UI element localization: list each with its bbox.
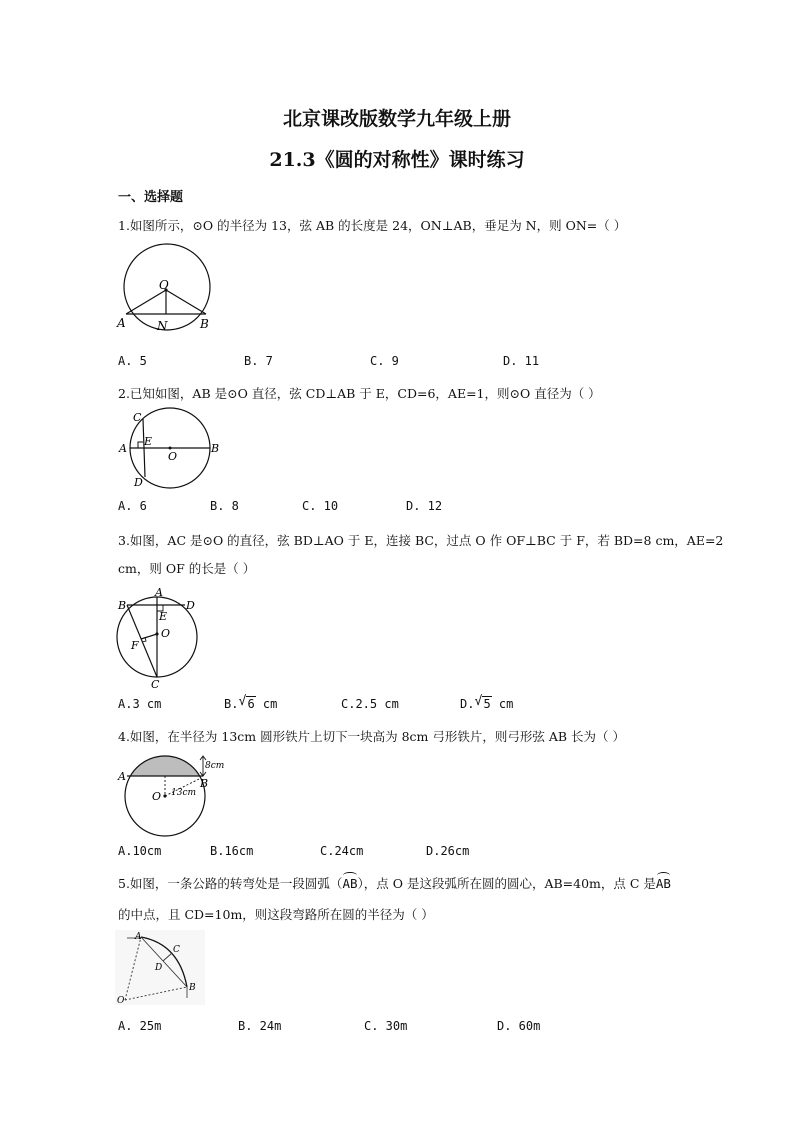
q3-label-b: B	[118, 599, 127, 612]
q1-label-a: A	[117, 316, 126, 330]
q4-option-a[interactable]: A.10cm	[118, 844, 162, 858]
q4-option-d[interactable]: D.26cm	[426, 844, 470, 858]
q1-label-n: N	[157, 319, 168, 333]
q5-label-c: C	[173, 945, 180, 955]
q1-label-o: O	[159, 278, 169, 292]
q1-label-b: B	[200, 317, 209, 331]
q3-label-f: F	[131, 639, 139, 652]
q3-label-a: A	[155, 586, 163, 599]
q2-option-a[interactable]: A. 6	[118, 499, 147, 513]
q5-option-b[interactable]: B. 24m	[238, 1019, 282, 1033]
q2-option-c[interactable]: C. 10	[302, 499, 339, 513]
q3-option-d-radicand: 5	[483, 697, 491, 711]
page-title: 北京课改版数学九年级上册	[282, 108, 511, 130]
q5-label-a: A	[135, 932, 142, 942]
q5-text-b: ），点 O 是这段弧所在圆的圆心，AB=40m，点 C 是	[357, 876, 656, 891]
q1-option-d[interactable]: D. 11	[503, 354, 540, 368]
q3-option-b-suffix: cm	[255, 697, 278, 711]
q1-option-a[interactable]: A. 5	[118, 354, 147, 368]
q3-option-d-suffix: cm	[491, 697, 514, 711]
q5-text-a: 5.如图，一条公路的转弯处是一段圆弧（	[118, 876, 343, 891]
q5-option-a[interactable]: A. 25m	[118, 1019, 162, 1033]
question-5-figure	[115, 930, 205, 1005]
arc-ab-2: AB	[655, 876, 671, 891]
q3-option-c[interactable]: C.2.5 cm	[341, 697, 399, 711]
q3-option-a[interactable]: A.3 cm	[118, 697, 162, 711]
q2-option-b[interactable]: B. 8	[210, 499, 239, 513]
q3-label-e: E	[159, 610, 168, 623]
q5-label-b: B	[189, 983, 196, 993]
q3-option-b-radicand: 6	[247, 697, 255, 711]
q3-option-b[interactable]	[224, 694, 278, 711]
question-1-text: 1.如图所示，⊙O 的半径为 13，弦 AB 的长度是 24，ON⊥AB，垂足为 N，则 ON=（ ）	[118, 218, 627, 233]
q4-option-c[interactable]: C.24cm	[320, 844, 364, 858]
question-5-text-line2: 的中点，且 CD=10m，则这段弯路所在圆的半径为（ ）	[118, 907, 434, 922]
q2-label-d: D	[134, 476, 143, 489]
q5-label-d: D	[155, 963, 163, 973]
q3-label-d: D	[186, 599, 195, 612]
question-4-text: 4.如图，在半径为 13cm 圆形铁片上切下一块高为 8cm 弓形铁片，则弓形弦 AB 长为（ ）	[118, 729, 626, 744]
question-1-figure	[112, 242, 222, 338]
question-5-text-line1	[118, 874, 671, 892]
q5-option-d[interactable]: D. 60m	[497, 1019, 541, 1033]
q5-label-o: O	[117, 996, 125, 1005]
question-2-figure	[115, 407, 225, 491]
section-heading: 一、选择题	[118, 190, 184, 205]
q2-label-c: C	[133, 411, 142, 424]
question-3-figure	[115, 585, 215, 690]
q4-label-a: A	[118, 770, 126, 783]
q2-label-b: B	[211, 442, 220, 455]
question-2-text: 2.已知如图，AB 是⊙O 直径，弦 CD⊥AB 于 E，CD=6，AE=1，则⊙O 直径为（ ）	[118, 386, 601, 401]
q4-option-b[interactable]: B.16cm	[210, 844, 254, 858]
q4-label-b: B	[200, 777, 209, 790]
q2-label-a: A	[119, 442, 127, 455]
question-3-text-line1: 3.如图，AC 是⊙O 的直径，弦 BD⊥AO 于 E，连接 BC，过点 O 作 OF⊥BC 于 F，若 BD=8 cm，AE=2	[118, 533, 724, 548]
sqrt-symbol: √ 5	[474, 694, 491, 711]
question-3-text-line2: cm，则 OF 的长是（ ）	[118, 561, 256, 576]
question-4-figure	[115, 750, 225, 842]
arc-ab-1: AB	[342, 876, 358, 891]
q3-label-c: C	[151, 678, 160, 690]
q3-option-d-prefix: D.	[460, 697, 475, 711]
q5-option-c[interactable]: C. 30m	[364, 1019, 408, 1033]
q3-option-d[interactable]	[460, 694, 514, 711]
q2-label-e: E	[144, 435, 153, 448]
sqrt-symbol: √ 6	[238, 694, 255, 711]
q4-label-o: O	[152, 790, 162, 803]
q3-option-b-prefix: B.	[224, 697, 239, 711]
q1-option-b[interactable]: B. 7	[244, 354, 273, 368]
q4-label-height: 8cm	[205, 761, 225, 771]
q4-label-radius: 13cm	[171, 788, 197, 798]
q2-label-o: O	[168, 450, 178, 463]
page-subtitle: 21.3《圆的对称性》课时练习	[269, 149, 525, 171]
q2-option-d[interactable]: D. 12	[406, 499, 443, 513]
q3-label-o: O	[161, 627, 171, 640]
q1-option-c[interactable]: C. 9	[370, 354, 399, 368]
